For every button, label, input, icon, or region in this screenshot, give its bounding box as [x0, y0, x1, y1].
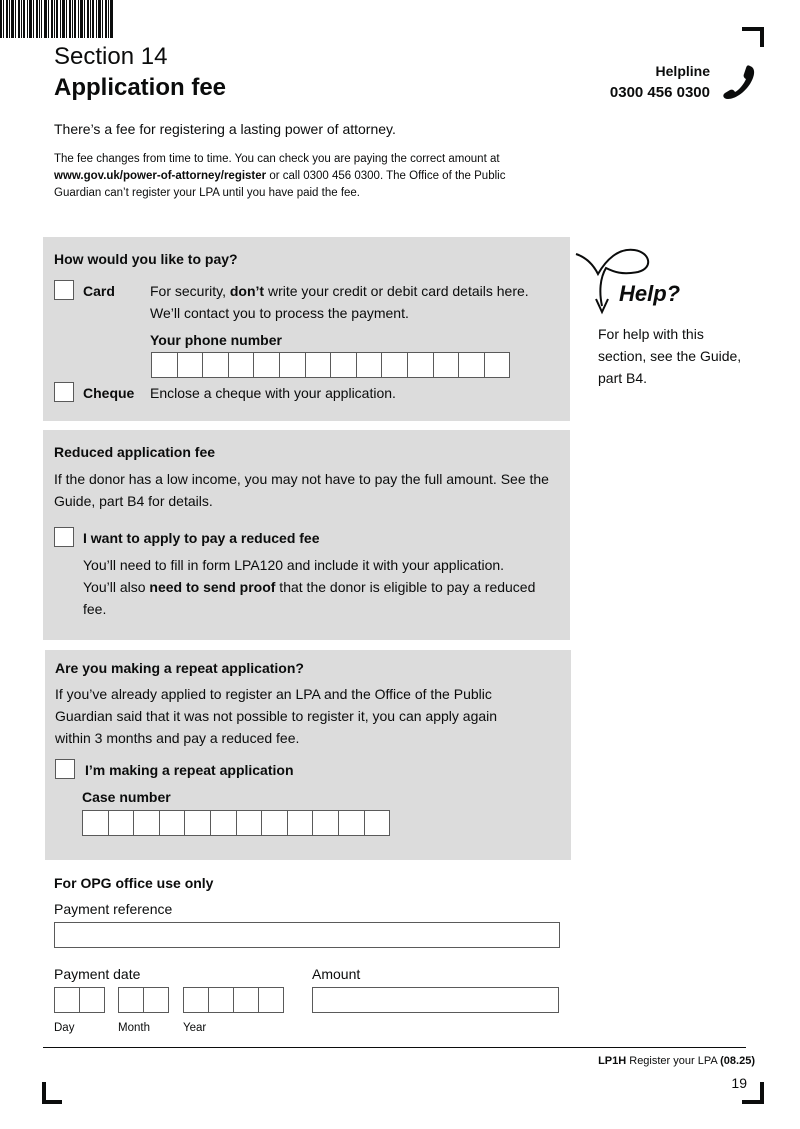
input-cell[interactable]	[338, 810, 365, 836]
form-reference	[598, 1055, 755, 1067]
cheque-text: Enclose a cheque with your application.	[150, 385, 396, 401]
repeat-application-label: I’m making a repeat application	[85, 762, 294, 778]
page-title: Application fee	[54, 74, 227, 101]
reduced-detail-1: You’ll need to fill in form LPA120 and include it with your application.	[83, 557, 505, 573]
reduced-text: If the donor has a low income, you may not have to pay the full amount. See the Guide, part B4 for details.	[54, 471, 549, 509]
repeat-application-panel	[45, 650, 571, 860]
input-cell[interactable]	[279, 352, 306, 378]
amount-label: Amount	[312, 966, 361, 982]
input-cell[interactable]	[82, 810, 109, 836]
input-cell[interactable]	[151, 352, 178, 378]
payment-month-input[interactable]	[118, 987, 168, 1013]
lead-text: There’s a fee for registering a lasting power of attorney.	[54, 121, 396, 137]
input-cell[interactable]	[177, 352, 204, 378]
reduced-detail-bold: need to send proof	[149, 579, 276, 595]
crop-mark-bottom-right-horizontal	[742, 1100, 764, 1104]
barcode-image	[0, 0, 113, 38]
input-cell[interactable]	[407, 352, 434, 378]
section-number: Section 14	[54, 43, 168, 70]
day-label: Day	[54, 1022, 75, 1034]
fee-note-text-1: The fee changes from time to time. You can check you are paying the correct amount at	[54, 153, 500, 165]
phone-number-label: Your phone number	[150, 332, 282, 348]
card-text-3: We’ll contact you to process the payment.	[150, 305, 409, 321]
reduced-fee-checkbox[interactable]	[54, 527, 74, 547]
card-checkbox[interactable]	[54, 280, 74, 300]
card-text-bold: don’t	[229, 283, 265, 299]
date-cell[interactable]	[183, 987, 209, 1013]
case-number-input[interactable]	[82, 810, 389, 836]
office-use-heading: For OPG office use only	[54, 875, 214, 891]
form-version: (08.25)	[720, 1055, 755, 1067]
input-cell[interactable]	[108, 810, 135, 836]
repeat-text: If you’ve already applied to register an LPA and the Office of the Public Guardian said that it was not possible to register it, you can apply again within 3 months and pay a reduced fee.	[55, 686, 498, 746]
input-cell[interactable]	[210, 810, 237, 836]
help-text: For help with this section, see the Guide, part B4.	[598, 326, 742, 386]
amount-input[interactable]	[312, 987, 559, 1013]
date-cell[interactable]	[118, 987, 144, 1013]
input-cell[interactable]	[458, 352, 485, 378]
payment-date-label: Payment date	[54, 966, 141, 982]
cheque-label: Cheque	[83, 385, 135, 401]
cheque-checkbox[interactable]	[54, 382, 74, 402]
input-cell[interactable]	[364, 810, 391, 836]
input-cell[interactable]	[253, 352, 280, 378]
input-cell[interactable]	[330, 352, 357, 378]
fee-note-link[interactable]: www.gov.uk/power-of-attorney/register	[54, 170, 267, 182]
input-cell[interactable]	[433, 352, 460, 378]
input-cell[interactable]	[356, 352, 383, 378]
date-cell[interactable]	[233, 987, 259, 1013]
fee-note	[54, 151, 554, 202]
input-cell[interactable]	[305, 352, 332, 378]
input-cell[interactable]	[484, 352, 511, 378]
card-text-2: write your credit or debit card details here.	[264, 283, 529, 299]
payment-reference-input[interactable]	[54, 922, 560, 948]
input-cell[interactable]	[312, 810, 339, 836]
payment-day-input[interactable]	[54, 987, 104, 1013]
input-cell[interactable]	[261, 810, 288, 836]
card-text-1: For security,	[150, 283, 230, 299]
reduced-detail-3: that the donor is eligible to pay a reduced fee.	[83, 579, 536, 617]
input-cell[interactable]	[202, 352, 229, 378]
input-cell[interactable]	[381, 352, 408, 378]
card-instructions	[150, 280, 565, 324]
helpline-number: 0300 456 0300	[609, 84, 710, 101]
month-label: Month	[118, 1022, 150, 1034]
crop-mark-top-right-vertical	[760, 27, 764, 47]
fee-note-text-2: or call 0300 456 0300. The Office of the Public Guardian can’t register your LPA until you have paid the fee.	[54, 170, 506, 199]
repeat-heading: Are you making a repeat application?	[55, 660, 304, 676]
input-cell[interactable]	[236, 810, 263, 836]
payment-reference-label: Payment reference	[54, 901, 173, 917]
date-cell[interactable]	[208, 987, 234, 1013]
input-cell[interactable]	[228, 352, 255, 378]
reduced-fee-label: I want to apply to pay a reduced fee	[83, 530, 320, 546]
repeat-application-checkbox[interactable]	[55, 759, 75, 779]
reduced-detail	[83, 554, 553, 620]
payment-heading: How would you like to pay?	[54, 251, 238, 267]
phone-number-input[interactable]	[151, 352, 509, 378]
phone-icon	[720, 62, 758, 102]
year-label: Year	[183, 1022, 207, 1034]
date-cell[interactable]	[79, 987, 105, 1013]
date-cell[interactable]	[54, 987, 80, 1013]
form-name: Register your LPA	[626, 1055, 721, 1067]
input-cell[interactable]	[184, 810, 211, 836]
case-number-label: Case number	[82, 789, 171, 805]
form-code: LP1H	[598, 1055, 627, 1067]
helpline-label: Helpline	[655, 63, 710, 79]
crop-mark-bottom-left-horizontal	[42, 1100, 62, 1104]
input-cell[interactable]	[133, 810, 160, 836]
reduced-heading: Reduced application fee	[54, 444, 216, 460]
page-number: 19	[731, 1075, 747, 1091]
date-cell[interactable]	[258, 987, 284, 1013]
help-title: Help?	[619, 281, 681, 306]
payment-year-input[interactable]	[183, 987, 283, 1013]
reduced-fee-panel	[43, 430, 570, 640]
input-cell[interactable]	[159, 810, 186, 836]
footer-divider	[43, 1047, 746, 1048]
reduced-detail-2: You’ll also	[83, 579, 150, 595]
input-cell[interactable]	[287, 810, 314, 836]
payment-method-panel	[43, 237, 570, 421]
card-label: Card	[83, 283, 115, 299]
date-cell[interactable]	[143, 987, 169, 1013]
